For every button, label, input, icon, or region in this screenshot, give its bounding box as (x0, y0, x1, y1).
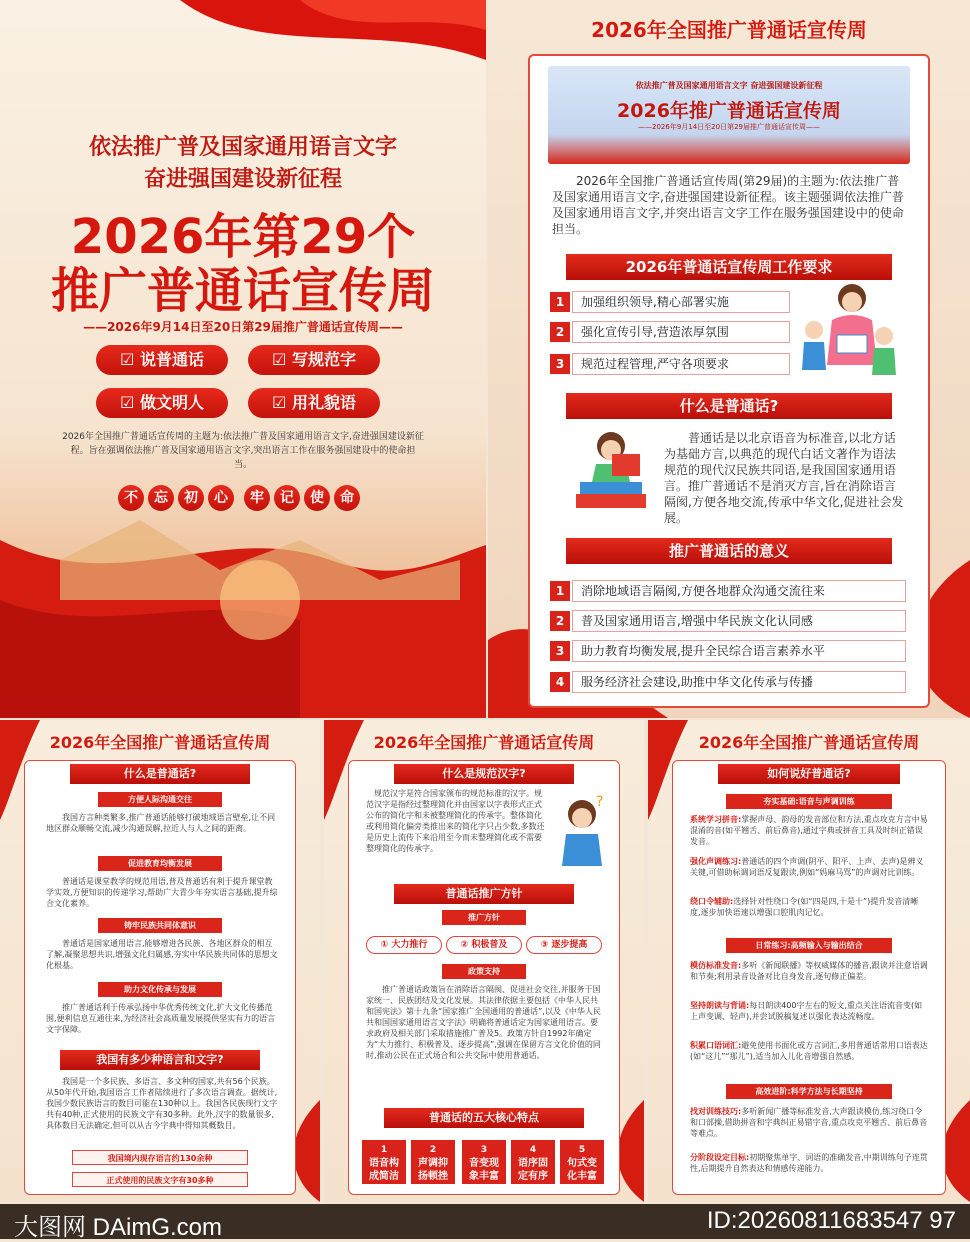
section-header: 如何说好普通话? (718, 764, 900, 784)
section-header-what-is: 什么是普通话? (566, 393, 892, 419)
group-header: 夯实基础:语音与声调训练 (726, 794, 892, 809)
tip-item: 坚持朗读与背诵:每日朗读400字左右的短文,重点关注语流音变(如上声变调、轻声),并尝试脱稿复述以强化表达流畅度。 (690, 1001, 923, 1021)
intro-paragraph: 2026年全国推广普通话宣传周(第29届)的主题为:依法推广普及国家通用语言文字,奋进强国建设新征程。该主题强调依法推广普及国家通用语言文字,并突出语言文字工作在服务强国建设中的使命担当。 (552, 174, 904, 236)
tip-item: 系统学习拼音:掌握声母、韵母的发音部位和方法,重点攻克方言中易混淆的音(如平翘舌、前后鼻音),通过字典或拼音工具及时纠正错误发音。 (690, 815, 928, 846)
standard-chars-text: 规范汉字是符合国家颁布的规范标准的汉字。规范汉字是指经过整理简化并由国家以字表形式正式公布的简化字和未被整理简化的传承字。整体简化或利用简化偏旁类推出来的简化字只占少数,多数还是历史上流传下来沿用至今而未整理简化或不需要整理简化的传承字。 (366, 789, 545, 853)
feature-box: 3 音变现 象丰富 (462, 1140, 506, 1184)
slogan-buttons (96, 345, 386, 420)
slogan-line-2: 奋进强国建设新征程 (143, 167, 342, 192)
poster-bottom-right (648, 720, 970, 1202)
btn-speak-mandarin[interactable]: ☑ 说普通话 (96, 345, 228, 375)
tip-item: 分阶段设定目标:初期聚焦单字、词语的准确发音,中期训练句子连贯性,后期提升自然表达和情感传递能力。 (690, 1153, 928, 1173)
sub-header: 政策支持 (442, 964, 526, 979)
dateline: ——2026年9月14日至20日第29届推广普通话宣传周—— (83, 320, 403, 334)
section-header: 普通话推广方针 (394, 884, 574, 904)
btn-polite-words[interactable]: ☑ 用礼貌语 (248, 388, 380, 418)
req-item: 规范过程管理,严守各项要求 (572, 353, 790, 375)
policy-item: ② 积极普及 (446, 936, 522, 954)
sig-item: 消除地域语言隔阂,方便各地群众沟通交流往来 (572, 580, 906, 602)
motto-char: 初 (178, 485, 204, 511)
poster-bottom-left (0, 720, 320, 1202)
sig-item: 服务经济社会建设,助推中华文化传承与传播 (572, 671, 906, 693)
section-header: 什么是普通话? (70, 764, 250, 784)
req-item: 加强组织领导,精心部署实施 (572, 291, 790, 313)
child-reading-illustration (566, 424, 666, 524)
panel-title: 2026年全国推广普通话宣传周 (49, 733, 271, 752)
motto-char: 心 (208, 485, 234, 511)
sig-number: 2 (550, 611, 570, 631)
section-header: 我国有多少种语言和文字? (60, 1050, 260, 1070)
poster-main (0, 0, 486, 718)
sig-item: 普及国家通用语言,增强中华民族文化认同感 (572, 610, 906, 632)
sub-header: 助力文化传承与发展 (98, 982, 222, 997)
motto-char: 使 (304, 485, 330, 511)
site-logo: 大图网 DAimG.com (14, 1214, 223, 1241)
sec-text: 普通话是课堂教学的规范用语,普及普通话有利于提升课堂教学实效,方便知识的传递学习,帮助广大青少年夯实语言基础,提升综合文化素养。 (46, 877, 278, 908)
group-header: 日常练习:高频输入与输出结合 (726, 938, 892, 953)
svg-text:?: ? (596, 794, 604, 810)
motto-char: 不 (118, 485, 144, 511)
panel-title: 2026年全国推广普通话宣传周 (591, 18, 867, 42)
sub-header: 促进教育均衡发展 (98, 856, 222, 871)
btn-write-standard[interactable]: ☑ 写规范字 (248, 345, 380, 375)
child-thinking-illustration (552, 792, 612, 872)
fact-badge: 正式使用的民族文字有30多种 (72, 1172, 248, 1187)
req-number: 1 (550, 292, 570, 312)
motto-char: 忘 (148, 485, 174, 511)
sig-number: 4 (550, 672, 570, 692)
watermark-bar (0, 1204, 970, 1239)
banner-title: 2026年推广普通话宣传周 (617, 100, 841, 122)
sub-header: 推广方针 (442, 910, 526, 925)
what-is-paragraph: 普通话是以北京语音为标准音,以北方话为基础方言,以典范的现代白话文著作为语法规范的现代汉民族共同语,是我国国家通用语言。推广普通话不是消灭方言,旨在消除语言隔阂,方便各地交流,传承中华文化,促进社会发展。 (664, 431, 904, 525)
tip-item: 模仿标准发音:多听《新闻联播》等权威媒体的播音,跟读并注意语调和节奏;利用录音设备对比自身发音,逐句修正偏差。 (690, 961, 928, 981)
group-header: 高效进阶:科学方法与长期坚持 (726, 1084, 892, 1099)
poster-right (488, 0, 970, 718)
policy-item: ① 大力推行 (366, 936, 442, 954)
motto-chars (118, 485, 368, 513)
req-number: 3 (550, 354, 570, 374)
policy-text: 推广普通话政策旨在消除语言隔阂、促进社会交往,并服务于国家统一、民族团结及文化发展。其法律依据主要包括《中华人民共和国宪法》第十九条“国家推广全国通用的普通话”,以及《中华人民共和国国家通用语言文字法》明确将普通话定为国家通用语言。要求政府及相关部门采取措施推广普及5。政策方针自1992年确定为“大力推行、积极普及、逐步提高”,强调在保留方言文化价值的同时,推动公民在正式场合和公共交际中使用普通话。 (366, 985, 601, 1060)
sub-header: 方便人际沟通交往 (98, 792, 222, 807)
section-header: 什么是规范汉字? (394, 764, 574, 784)
image-id: ID:20260811683547 97 (706, 1207, 956, 1234)
btn-be-civilized[interactable]: ☑ 做文明人 (96, 388, 228, 418)
banner-line: 依法推广普及国家通用语言文字 奋进强国建设新征程 (635, 81, 823, 90)
lang-text: 我国是一个多民族、多语言、多文种的国家,共有56个民族。从50年代开始,我国语言工作者陆续进行了多次语言调查。据统计,我国少数民族语言的数目可能在130种以上。我国各民族现行文字共有40种,正式使用的民族文字有30多种。此外,汉字的数量很多,具体数目无法确定,但可以从古今字典中得知其概数目。 (46, 1077, 278, 1130)
motto-char: 记 (274, 485, 300, 511)
main-title-2: 推广普通话宣传周 (50, 263, 435, 319)
sig-item: 助力教育均衡发展,提升全民综合语言素养水平 (572, 640, 906, 662)
section-header-requirements: 2026年普通话宣传周工作要求 (566, 254, 892, 280)
feature-box: 1 语音构 成简洁 (362, 1140, 406, 1184)
sub-header: 铸牢民族共同体意识 (98, 918, 222, 933)
policy-item: ③ 逐步提高 (526, 936, 602, 954)
motto-char: 牢 (244, 485, 270, 511)
sec-text: 推广普通话利于传承弘扬中华优秀传统文化,扩大文化传播范围,便利信息互通往来,为经济社会高质量发展提供坚实有力的语言文字保障。 (46, 1003, 276, 1034)
tip-item: 绕口令辅助:选择针对性绕口令(如“四是四,十是十”)提升发音清晰度,逐步加快语速以增强口腔肌肉记忆。 (690, 897, 919, 917)
family-reading-illustration (792, 280, 902, 380)
panel-title: 2026年全国推广普通话宣传周 (373, 733, 595, 752)
feature-box: 2 声调抑 扬顿挫 (411, 1140, 455, 1184)
panel-title: 2026年全国推广普通话宣传周 (698, 733, 920, 752)
tip-item: 强化声调练习:普通话的四个声调(阴平、阳平、上声、去声)是辨义关键,可借助标调词语反复跟读,例如“妈麻马骂”的声调对比训练。 (690, 857, 924, 877)
sec-text: 普通话是国家通用语言,能够增进各民族、各地区群众的相互了解,凝聚思想共识,增强文化归属感,夯实中华民族共同体的思想文化根基。 (46, 939, 278, 970)
feature-box: 4 语序固 定有序 (511, 1140, 555, 1184)
main-title-1: 2026年第29个 (70, 209, 416, 265)
fact-badge: 我国境内现存语言约130余种 (72, 1150, 248, 1165)
tip-item: 积累口语词汇:避免使用书面化或方言词汇,多用普通话常用口语表达(如“这儿”“那儿”),适当加入儿化音增强自然感。 (690, 1041, 928, 1061)
sec-text: 我国方言种类繁多,推广普通话能够打破地域语言壁垒,让不同地区群众顺畅交流,减少沟通误解,拉近人与人之间的距离。 (46, 813, 276, 833)
section-header: 普通话的五大核心特点 (384, 1108, 584, 1128)
slogan-line-1: 依法推广普及国家通用语言文字 (88, 135, 397, 160)
banner-date: ——2026年9月14日至20日第29届推广普通话宣传周—— (638, 123, 820, 131)
top-banner (548, 66, 910, 164)
motto-char: 命 (334, 485, 360, 511)
tip-item: 找对训练技巧:多听新闻广播等标准发音,大声跟读模仿,练习绕口令和口部操,借助拼音和字典纠正易错字音,重点攻克平翘舌、前后鼻音等难点。 (690, 1107, 928, 1138)
sig-number: 3 (550, 641, 570, 661)
poster-bottom-middle (324, 720, 644, 1202)
req-item: 强化宣传引导,营造浓厚氛围 (572, 321, 790, 343)
sig-number: 1 (550, 581, 570, 601)
section-header-significance: 推广普通话的意义 (566, 538, 892, 564)
req-number: 2 (550, 322, 570, 342)
intro-text: 2026年全国推广普通话宣传周的主题为:依法推广普及国家通用语言文字,奋进强国建设新征程。旨在强调依法推广普及国家通用语言文字,突出语言工作在服务强国建设中的使命担当。 (62, 432, 424, 470)
feature-box: 5 句式变 化丰富 (560, 1140, 604, 1184)
